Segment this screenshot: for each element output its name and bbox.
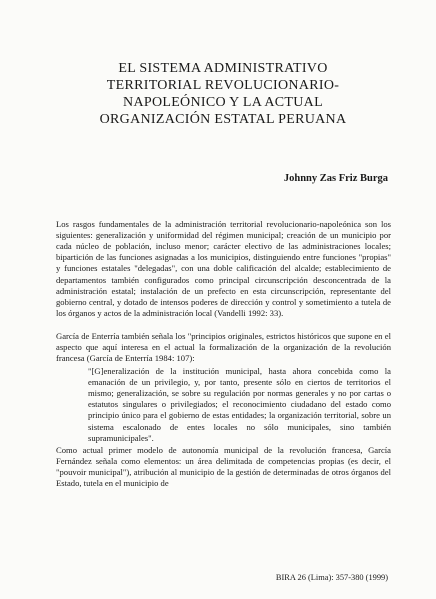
block-quote: "[G]eneralización de la institución municipal, hasta ahora concebida como la emanación de un privilegio, y, por tanto, presente sólo en ciertos de territorios el mismo; generalización, se sobre su regulación por normas generales y no por cartas o estatutos singulares o privilegiados; el reconocimiento ciudadano del estado como principio único para el gobierno de estas entidades; la organización territorial, sobre un sistema escalonado de entes locales no sólo municipales, sino también supramunicipales". [88,365,391,443]
journal-citation: BIRA 26 (Lima): 357-380 (1999) [275,573,388,582]
author-name: Johnny Zas Friz Burga [283,173,388,184]
title-line: TERRITORIAL REVOLUCIONARIO- [106,78,340,93]
article-title [60,60,386,128]
body-paragraph: García de Enterría también señala los "principios originales, estrictos históricos que supone en el aspecto que aquí interesa en el actual la formalización de la organización de la revolución francesa (García de Enterría 1984: 107): [56,330,391,363]
body-paragraph: Los rasgos fundamentales de la administración territorial revolucionario-napoleónica son los siguientes: generalización y uniformidad del régimen municipal; creación de un municipio por cada núcleo de población, incluso menor; carácter electivo de las administraciones locales; bipartición de las funciones asignadas a los municipios, distinguiendo entre funciones "propias" y funciones estatales "delegadas", con una doble calificación del alcalde; establecimiento de departamentos también configurados como principal circunscripción desconcentrada de la administración estatal; instalación de un prefecto en esta circunscripción, representante del gobierno central, y dotado de intensos poderes de dirección y control y sometimiento a tutela de los órganos y actos de la administración local (Vandelli 1992: 33). [56,218,391,319]
title-line: EL SISTEMA ADMINISTRATIVO [118,61,328,76]
title-line: ORGANIZACIÓN ESTATAL PERUANA [99,112,347,127]
body-paragraph: Como actual primer modelo de autonomía municipal de la revolución francesa, García Fernández señala como elementos: un área delimitada de competencias propias (es decir, el "pouvoir municipal"), atribución al municipio de la gestión de determinadas de otros órganos del Estado, tutela en el municipio de [56,444,391,489]
title-line: NAPOLEÓNICO Y LA ACTUAL [123,95,323,110]
